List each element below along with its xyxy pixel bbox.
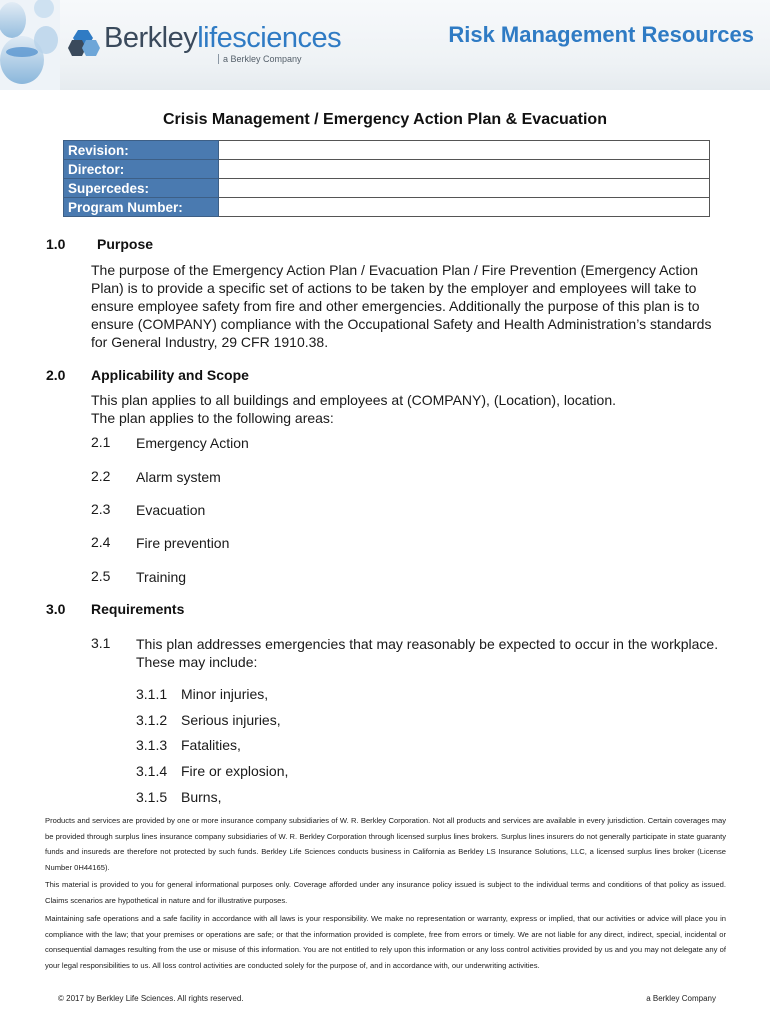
meta-label-director: Director: bbox=[64, 160, 219, 179]
list-item-number: 3.1.3 bbox=[136, 737, 168, 753]
meta-value-program-number[interactable] bbox=[219, 198, 710, 217]
document-meta-table bbox=[63, 140, 710, 217]
meta-label-supercedes: Supercedes: bbox=[64, 179, 219, 198]
list-item-number: 3.1.5 bbox=[136, 789, 168, 805]
meta-value-supercedes[interactable] bbox=[219, 179, 710, 198]
meta-value-director[interactable] bbox=[219, 160, 710, 179]
list-item-number: 2.3 bbox=[91, 501, 111, 517]
list-item bbox=[136, 789, 221, 805]
list-item-text: Evacuation bbox=[136, 502, 206, 518]
disclaimer-safe-operations: Maintaining safe operations and a safe facility in accordance with all laws is your responsibility. We make no representation or warranty, express or implied, that our activities or advice will place you in compliance with the law; that your premises or operations are safe; or that the information provided is complete, free from errors or timely. We are not liable for any direct, indirect, special, incidental or consequential damages resulting from the use or misuse of this information. You are not entitled to rely upon this information or any loss control activities provided by us and you may not delegate any of your legal responsibilities to us. All loss control activities are conducted solely for the purpose of, and in accordance with, our underwriting activities. bbox=[45, 914, 726, 970]
section-2-line1: This plan applies to all buildings and employees at (COMPANY), (Location), location. bbox=[91, 392, 616, 408]
list-item-text: Burns, bbox=[181, 789, 222, 805]
list-item bbox=[136, 763, 288, 779]
section-2-heading: Applicability and Scope bbox=[91, 367, 249, 383]
list-item-number: 3.1.1 bbox=[136, 686, 168, 702]
logo-text-berkley: Berkley bbox=[104, 22, 198, 54]
list-item-text: Fatalities, bbox=[181, 737, 241, 753]
list-item-text: Serious injuries, bbox=[181, 712, 281, 728]
list-item-number: 2.4 bbox=[91, 534, 111, 550]
meta-label-revision: Revision: bbox=[64, 141, 219, 160]
section-3-item-number: 3.1 bbox=[91, 635, 111, 651]
logo-text bbox=[104, 22, 341, 55]
section-2-number: 2.0 bbox=[46, 367, 66, 383]
lab-beakers-image bbox=[0, 0, 60, 90]
list-item bbox=[136, 686, 268, 702]
section-3-item-text: This plan addresses emergencies that may reasonably be expected to occur in the workplace. These may include: bbox=[136, 636, 719, 670]
logo-mark-icon bbox=[68, 28, 100, 58]
list-item-number: 2.1 bbox=[91, 434, 111, 450]
list-item bbox=[136, 737, 241, 753]
list-item-text: Emergency Action bbox=[136, 435, 249, 451]
list-item-text: Alarm system bbox=[136, 469, 221, 485]
section-3-heading: Requirements bbox=[91, 601, 185, 617]
list-item-text: Minor injuries, bbox=[181, 686, 269, 702]
section-1-number: 1.0 bbox=[46, 236, 66, 252]
meta-row bbox=[64, 141, 710, 160]
meta-row bbox=[64, 198, 710, 217]
list-item bbox=[136, 712, 281, 728]
list-item-number: 2.5 bbox=[91, 568, 111, 584]
footer-company: a Berkley Company bbox=[646, 994, 716, 1003]
document-title: Crisis Management / Emergency Action Plan & Evacuation bbox=[163, 111, 607, 128]
list-item-text: Fire or explosion, bbox=[181, 763, 289, 779]
list-item-text: Training bbox=[136, 569, 187, 585]
meta-label-program-number: Program Number: bbox=[64, 198, 219, 217]
disclaimer-informational: This material is provided to you for general informational purposes only. Coverage afforded under any insurance policy issued is subject to the individual terms and conditions of that policy as issued. Claims scenarios are hypothetical in nature and for illustrative purposes. bbox=[45, 880, 726, 905]
meta-row bbox=[64, 179, 710, 198]
list-item-number: 2.2 bbox=[91, 468, 111, 484]
list-item-number: 3.1.4 bbox=[136, 763, 168, 779]
list-item-text: Fire prevention bbox=[136, 535, 230, 551]
list-item-number: 3.1.2 bbox=[136, 712, 168, 728]
logo-text-lifesciences: lifesciences bbox=[197, 22, 342, 54]
meta-row bbox=[64, 160, 710, 179]
header-title: Risk Management Resources bbox=[448, 22, 754, 47]
section-2-line2: The plan applies to the following areas: bbox=[91, 410, 334, 426]
copyright-text: © 2017 by Berkley Life Sciences. All rights reserved. bbox=[58, 994, 244, 1003]
meta-value-revision[interactable] bbox=[219, 141, 710, 160]
section-1-heading: Purpose bbox=[97, 236, 154, 252]
page-header bbox=[0, 0, 770, 90]
section-1-text: The purpose of the Emergency Action Plan / Evacuation Plan / Fire Prevention (Emergency Action Plan) is to provide a specific set of actions to be taken by the employer and employees will take to ensure employee safety from fire and other emergencies. Additionally the purpose of this plan is to ensure (COMPANY) compliance with the Occupational Safety and Health Administration’s standards for General Industry, 29 CFR 1910.38. bbox=[91, 262, 712, 350]
section-3-number: 3.0 bbox=[46, 601, 66, 617]
logo-subtitle: a Berkley Company bbox=[218, 54, 302, 64]
disclaimer-products: Products and services are provided by one or more insurance company subsidiaries of W. R. Berkley Corporation. Not all products and services are available in every jurisdiction. Certain coverages may be provided through surplus lines insurance company subsidiaries of W. R. Berkley Corporation through licensed surplus lines brokers. Surplus lines insurers do not generally participate in state guaranty funds and insureds are therefore not protected by such funds. Berkley Life Sciences conducts business in California as Berkley LS Insurance Solutions, LLC, a licensed surplus lines broker (License Number 0H44165). bbox=[45, 816, 726, 872]
